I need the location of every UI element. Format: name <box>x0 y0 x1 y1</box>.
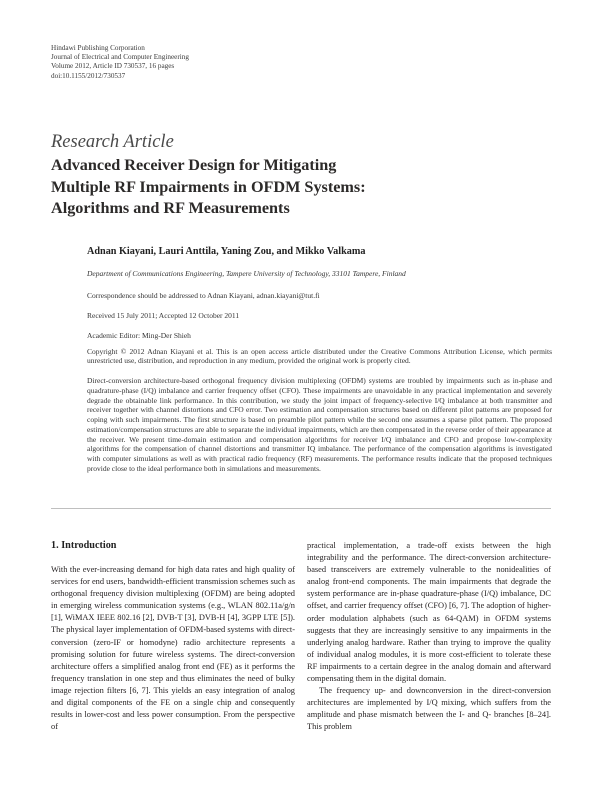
title-line-1: Advanced Receiver Design for Mitigating <box>51 156 337 174</box>
paper-title <box>51 155 551 220</box>
journal-header <box>51 44 189 81</box>
received-accepted-dates: Received 15 July 2011; Accepted 12 October 2011 <box>87 311 240 320</box>
author-list: Adnan Kiayani, Lauri Anttila, Yaning Zou, and Mikko Valkama <box>87 246 366 257</box>
right-column <box>307 540 551 734</box>
article-type: Research Article <box>51 132 174 152</box>
intro-paragraph-continued: practical implementation, a trade-off exists between the high integrability and the performance. The direct-conversion architecture-based transceivers are extremely vulnerable to the nonidealities of analog front-end components. The main impairments that degrade the system performance are in-phase quadrature-phase (I/Q) imbalance, DC offset, and carrier frequency offset (CFO) [6, 7]. The adoption of higher-order modulation alphabets (such as 64-QAM) in OFDM systems suggests that they are increasingly sensitive to any impairments in the underlying analog hardware. Rather than trying to improve the quality of individual analog modules, it is more cost-efficient to tolerate these RF impairments to a certain degree in the analog domain and afterward compensating them in the digital domain. <box>307 541 551 684</box>
title-line-2: Multiple RF Impairments in OFDM Systems: <box>51 177 366 196</box>
intro-paragraph: The frequency up- and downconversion in the direct-conversion architectures are implemented by I/Q mixing, which suffers from the amplitude and phase mismatch between the I- and Q- branches [8–24]. This problem <box>307 686 551 732</box>
academic-editor: Academic Editor: Ming-Der Shieh <box>87 331 191 340</box>
volume-line: Volume 2012, Article ID 730537, 16 pages <box>51 62 175 71</box>
abstract: Direct-conversion architecture-based orthogonal frequency division multiplexing (OFDM) systems are troubled by impairments such as in-phase and quadrature-phase (I/Q) imbalance and carrier frequency offset (CFO). These impairments are unavoidable in any practical implementation and severely degrade the obtainable link performance. In this contribution, we study the joint impact of frequency-selective I/Q imbalance at both transmitter and receiver together with channel distortions and CFO error. Two estimation and compensation structures based on different pilot patterns are proposed for coping with such impairments. The first structure is based on preamble pilot pattern while the second one assumes a sparse pilot pattern. The proposed estimation/compensation structures are able to separate the individual impairments, which are then compensated in the reverse order of their appearance at the receiver. We present time-domain estimation and compensation algorithms for receiver I/Q imbalance and CFO and propose low-complexity algorithms for the compensation of channel distortions and transmitter IQ imbalance. The performance of the compensation algorithms is investigated with computer simulations as well as with practical radio frequency (RF) measurements. The performance results indicate that the proposed techniques provide close to the ideal performance both in simulations and measurements. <box>87 376 552 473</box>
section-heading-introduction: 1. Introduction <box>51 540 117 551</box>
correspondence: Correspondence should be addressed to Adnan Kiayani, adnan.kiayani@tut.fi <box>87 291 320 300</box>
doi-line: doi:10.1155/2012/730537 <box>51 71 126 80</box>
affiliation: Department of Communications Engineering, Tampere University of Technology, 33101 Tampere, Finland <box>87 269 406 278</box>
copyright-notice: Copyright © 2012 Adnan Kiayani et al. This is an open access article distributed under the Creative Commons Attribution License, which permits unrestricted use, distribution, and reproduction in any medium, provided the original work is properly cited. <box>87 347 552 366</box>
journal-name: Journal of Electrical and Computer Engineering <box>51 53 189 62</box>
intro-paragraph: With the ever-increasing demand for high data rates and high quality of services for end users, bandwidth-efficient transmission schemes such as orthogonal frequency division multiplexing (OFDM) are being adopted in emerging wireless communication systems (e.g., WLAN 802.11a/g/n [1], WiMAX IEEE 802.16 [2], DVB-T [3], DVB-H [4], 3GPP LTE [5]). The physical layer implementation of OFDM-based systems with direct-conversion (zero-IF or homodyne) radio architecture represents a promising solution for future wireless systems. The direct-conversion architecture offers a simplified analog front end (FE) as it performs the frequency translation in one step and thus eliminates the need of bulky image rejection filters [6, 7]. This yields an easy integration of analog and digital components of the FE on a single chip and consequently results in lower-cost and less power consumption. From the perspective of <box>51 565 295 732</box>
section-divider <box>51 508 551 509</box>
publisher-line: Hindawi Publishing Corporation <box>51 44 145 52</box>
title-line-3: Algorithms and RF Measurements <box>51 199 290 218</box>
left-column <box>51 564 295 733</box>
